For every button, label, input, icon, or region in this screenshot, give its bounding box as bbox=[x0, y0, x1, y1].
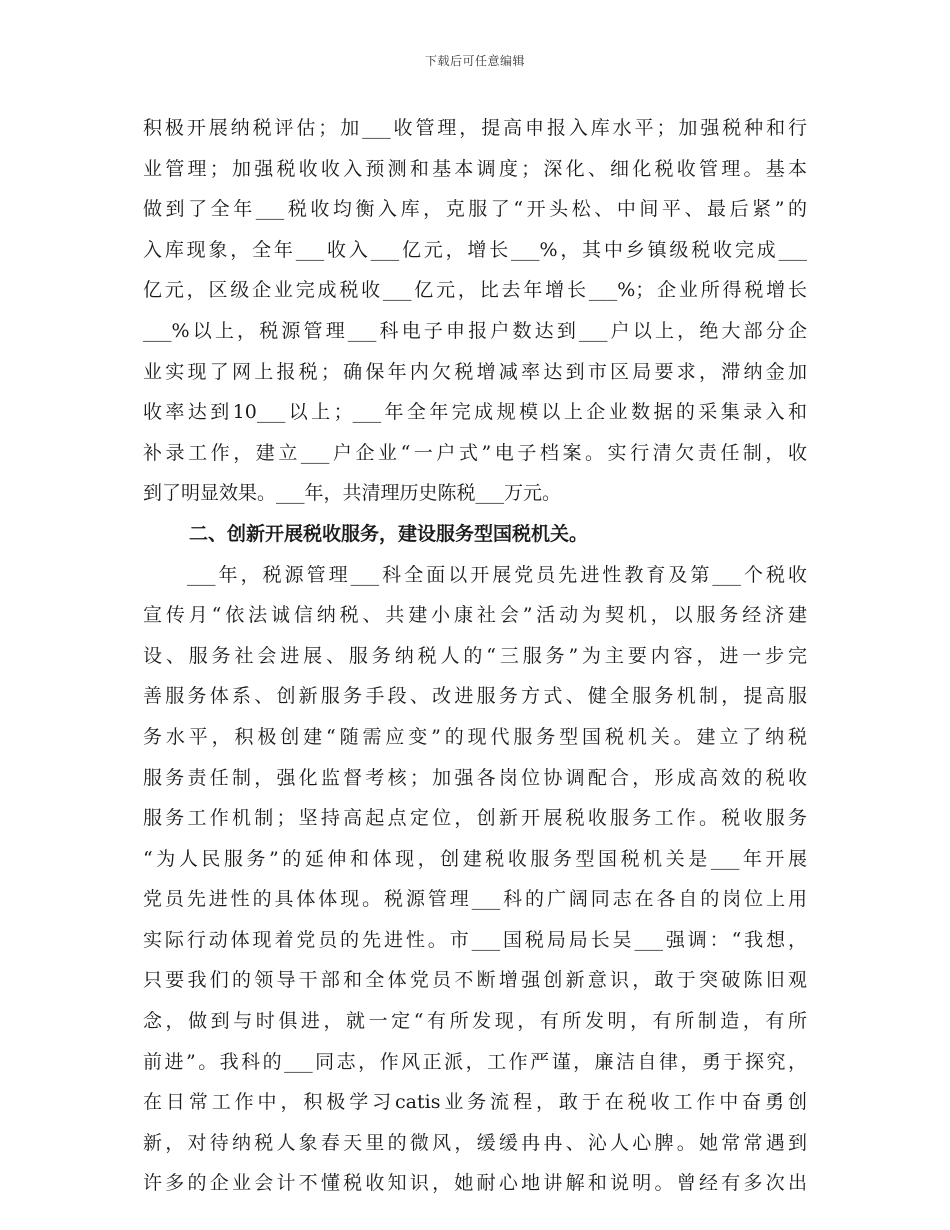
text-line: 业实现了网上报税；确保年内欠税增减率达到市区局要求，滞纳金加 bbox=[143, 360, 807, 383]
section-heading: 二、创新开展税收服务，建设服务型国税机关。 bbox=[189, 522, 589, 545]
text-line: 在日常工作中，积极学习catis业务流程，敢于在税收工作中奋勇创 bbox=[143, 1091, 807, 1114]
text-line: 念，做到与时俱进，就一定“有所发现，有所发明，有所制造，有所 bbox=[143, 1010, 807, 1033]
text-line: 党员先进性的具体体现。税源管理___科的广阔同志在各自的岗位上用 bbox=[143, 888, 807, 911]
text-line: “为人民服务”的延伸和体现，创建税收服务型国税机关是___年开展 bbox=[143, 847, 807, 870]
text-line: 做到了全年___税收均衡入库，克服了“开头松、中间平、最后紧”的 bbox=[143, 198, 807, 221]
text-line: 服务工作机制；坚持高起点定位，创新开展税收服务工作。税收服务 bbox=[143, 807, 807, 830]
text-line: 前进”。我科的___同志，作风正派，工作严谨，廉洁自律，勇于探究， bbox=[143, 1050, 807, 1073]
text-line: 只要我们的领导干部和全体党员不断增强创新意识，敢于突破陈旧观 bbox=[143, 969, 807, 992]
text-line: 亿元，区级企业完成税收___亿元，比去年增长___%；企业所得税增长 bbox=[143, 279, 807, 302]
text-line: 许多的企业会计不懂税收知识，她耐心地讲解和说明。曾经有多次出 bbox=[143, 1172, 807, 1195]
text-line: 务水平，积极创建“随需应变”的现代服务型国税机关。建立了纳税 bbox=[143, 725, 807, 748]
document-body bbox=[143, 108, 807, 1204]
text-line: 积极开展纳税评估；加___收管理，提高申报入库水平；加强税种和行 bbox=[143, 117, 807, 139]
text-line: 宣传月“依法诚信纳税、共建小康社会”活动为契机，以服务经济建 bbox=[143, 604, 807, 627]
text-line: 设、服务社会进展、服务纳税人的“三服务”为主要内容，进一步完 bbox=[143, 644, 807, 667]
text-line: 补录工作，建立___户企业“一户式”电子档案。实行清欠责任制，收 bbox=[143, 441, 807, 464]
text-line: ___年，税源管理___科全面以开展党员先进性教育及第___个税收 bbox=[143, 563, 807, 586]
text-line: 业管理；加强税收收入预测和基本调度；深化、细化税收管理。基本 bbox=[143, 157, 807, 180]
text-line: 实际行动体现着党员的先进性。市___国税局局长吴___强调：“我想， bbox=[143, 928, 807, 951]
page-header: 下载后可任意编辑 bbox=[424, 54, 525, 68]
text-line: 到了明显效果。___年，共清理历史陈税___万元。 bbox=[143, 482, 562, 505]
text-line: 收率达到10___以上；___年全年完成规模以上企业数据的采集录入和 bbox=[143, 401, 807, 424]
text-line: 善服务体系、创新服务手段、改进服务方式、健全服务机制，提高服 bbox=[143, 685, 807, 708]
text-line: 新，对待纳税人象春天里的微风，缓缓冉冉、沁人心脾。她常常遇到 bbox=[143, 1131, 807, 1154]
text-line: ___%以上，税源管理___科电子申报户数达到___户以上，绝大部分企 bbox=[143, 319, 807, 342]
text-line: 入库现象，全年___收入___亿元，增长___%，其中乡镇级税收完成___ bbox=[143, 238, 807, 261]
text-line: 服务责任制，强化监督考核；加强各岗位协调配合，形成高效的税收 bbox=[143, 766, 807, 789]
